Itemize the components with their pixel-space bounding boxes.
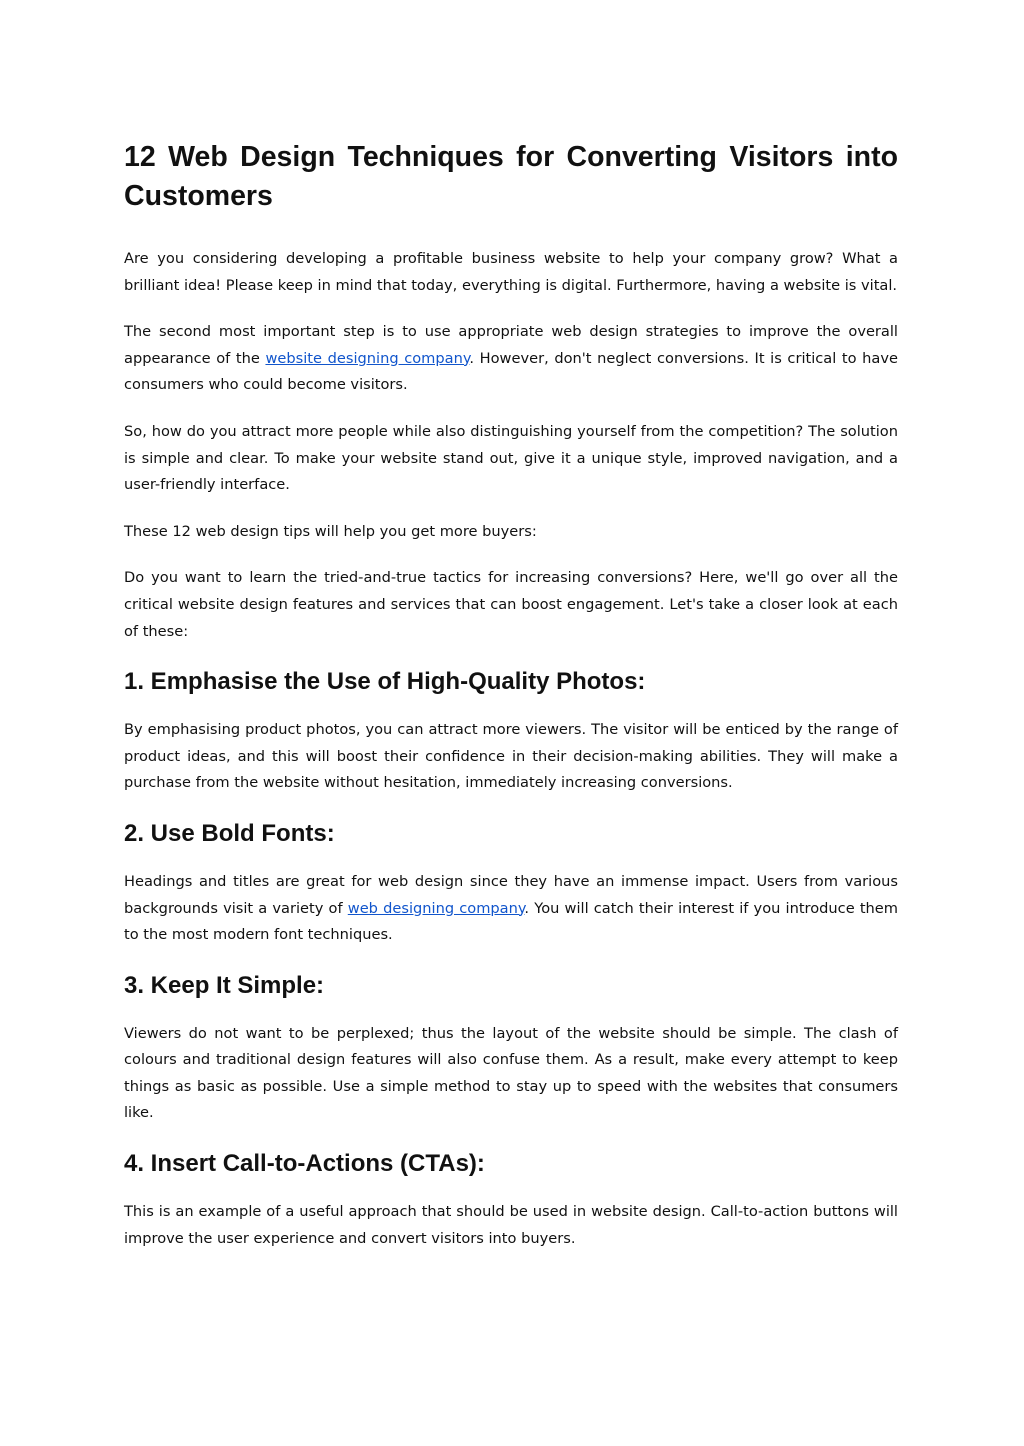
document-title: 12 Web Design Techniques for Converting Visitors into Customers — [124, 141, 898, 212]
intro-paragraph-5: Do you want to learn the tried-and-true tactics for increasing conversions? Here, we'll go over all the critical website design features and services that can boost engagement. Let's take a closer look at each of these: — [124, 569, 898, 640]
intro-paragraph-3: So, how do you attract more people while also distinguishing yourself from the competition? The solution is simple and clear. To make your website stand out, give it a unique style, improved navigation, and a user-friendly interface. — [124, 422, 898, 494]
intro-paragraph-2-text-after: . However, don't neglect conversions. It is critical to have consumers who could become visitors. — [124, 349, 898, 394]
section-body-2-text-before: Headings and titles are great for web design since they have an immense impact. Users from various backgrounds visit a variety of — [124, 872, 898, 917]
section-body-3: Viewers do not want to be perplexed; thus the layout of the website should be simple. The clash of colours and traditional design features will also confuse them. As a result, make every attempt to keep things as basic as possible. Use a simple method to stay up to speed with the websites that consumers like. — [124, 1024, 898, 1122]
intro-paragraph-1: Are you considering developing a profitable business website to help your company grow? What a brilliant idea! Please keep in mind that today, everything is digital. Furthermore, having a website is vital. — [124, 250, 898, 294]
section-heading-1: 1. Emphasise the Use of High-Quality Photos: — [124, 668, 646, 696]
website-designing-company-link[interactable]: website designing company — [265, 349, 470, 367]
section-heading-2: 2. Use Bold Fonts: — [124, 819, 335, 847]
section-body-4: This is an example of a useful approach that should be used in website design. Call-to-action buttons will improve the user experience and convert visitors into buyers. — [124, 1203, 898, 1247]
section-heading-3: 3. Keep It Simple: — [124, 971, 325, 999]
intro-paragraph-4: These 12 web design tips will help you get more buyers: — [124, 522, 537, 540]
section-body-2 — [124, 869, 898, 949]
intro-paragraph-2 — [124, 319, 898, 399]
section-body-2-text-after: . You will catch their interest if you introduce them to the most modern font techniques. — [124, 899, 898, 944]
document-page — [124, 138, 898, 1272]
section-body-1: By emphasising product photos, you can attract more viewers. The visitor will be enticed by the range of product ideas, and this will boost their confidence in their decision-making abilities. They will make a purchase from the website without hesitation, immediately increasing conversions. — [124, 721, 898, 792]
intro-paragraph-2-text-before: The second most important step is to use appropriate web design strategies to improve the overall appearance of the — [124, 323, 898, 367]
section-heading-4: 4. Insert Call-to-Actions (CTAs): — [124, 1150, 485, 1178]
web-designing-company-link[interactable]: web designing company — [347, 899, 525, 917]
